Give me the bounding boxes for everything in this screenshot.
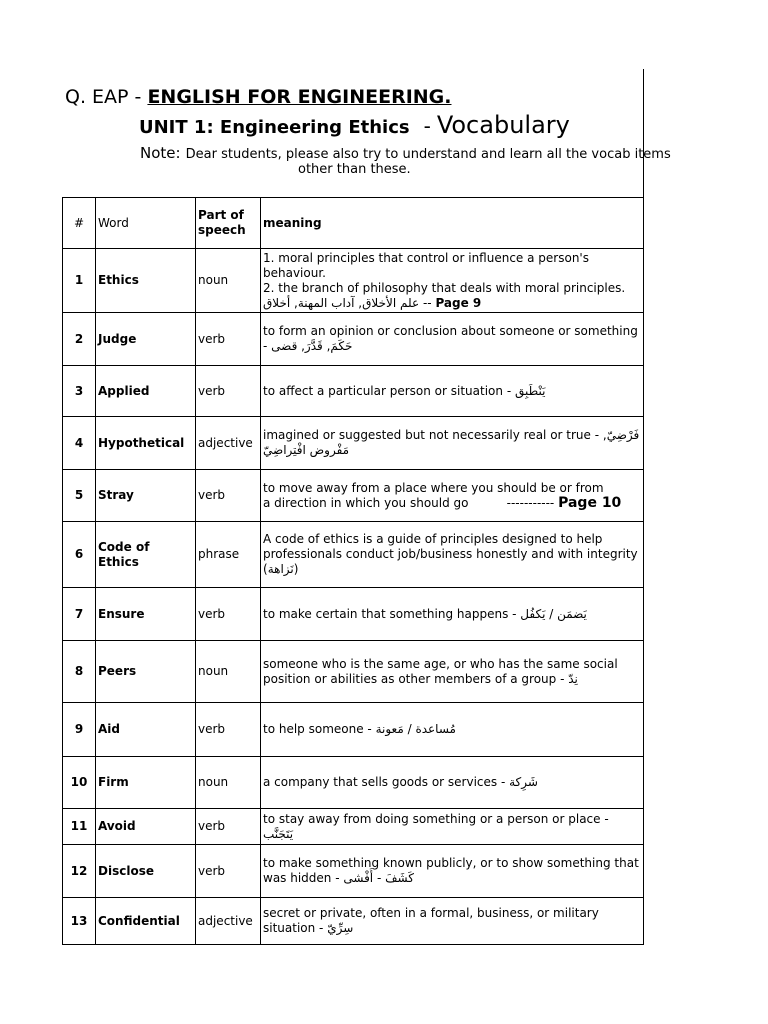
row-meaning: secret or private, often in a formal, business, or military situation - سِرِّيّ <box>261 898 644 945</box>
row-meaning: to make certain that something happens - يَضمَن / يَكفُل <box>261 588 644 641</box>
table-row <box>63 757 644 809</box>
row-number: 2 <box>63 313 96 366</box>
page-reference: Page 10 <box>558 494 622 511</box>
row-number: 6 <box>63 522 96 588</box>
row-part-of-speech: verb <box>196 470 261 522</box>
header-part-of-speech: Part of speech <box>196 198 261 249</box>
note-label: Note: <box>140 144 181 162</box>
header-number: # <box>63 198 96 249</box>
row-part-of-speech: verb <box>196 366 261 417</box>
row-word: Ethics <box>96 249 196 313</box>
row-word: Code of Ethics <box>96 522 196 588</box>
unit-heading <box>139 111 570 139</box>
header-meaning: meaning <box>261 198 644 249</box>
table-row <box>63 313 644 366</box>
header-word: Word <box>96 198 196 249</box>
note-text-line1: Dear students, please also try to understand and learn all the vocab items <box>185 147 671 162</box>
course-title <box>65 86 451 108</box>
row-number: 12 <box>63 845 96 898</box>
heading-dash: - <box>423 114 431 138</box>
row-number: 1 <box>63 249 96 313</box>
table-header-row <box>63 198 644 249</box>
row-word: Judge <box>96 313 196 366</box>
table-row <box>63 417 644 470</box>
table-row <box>63 809 644 845</box>
row-number: 8 <box>63 641 96 703</box>
table-row <box>63 898 644 945</box>
row-part-of-speech: verb <box>196 313 261 366</box>
row-meaning: a company that sells goods or services - شَرِكة <box>261 757 644 809</box>
row-meaning <box>261 249 644 313</box>
table-row <box>63 845 644 898</box>
row-word: Applied <box>96 366 196 417</box>
note-text-line2: other than these. <box>298 162 411 177</box>
row-number: 13 <box>63 898 96 945</box>
page-reference: Page 9 <box>435 295 482 310</box>
unit-title: UNIT 1: Engineering Ethics <box>139 117 410 138</box>
table-row <box>63 366 644 417</box>
row-part-of-speech: noun <box>196 249 261 313</box>
table-row <box>63 470 644 522</box>
row-number: 10 <box>63 757 96 809</box>
row-meaning: to help someone - مُساعدة / مَعونة <box>261 703 644 757</box>
row-meaning: to affect a particular person or situation - يَنْطَبِق <box>261 366 644 417</box>
row-meaning <box>261 470 644 522</box>
row-word: Aid <box>96 703 196 757</box>
row-part-of-speech: adjective <box>196 417 261 470</box>
row-meaning: to make something known publicly, or to show something that was hidden - كَشَفَ - أَفْشى <box>261 845 644 898</box>
meaning-line: to move away from a place where you should be or from <box>263 480 604 495</box>
row-word: Stray <box>96 470 196 522</box>
table-row <box>63 703 644 757</box>
row-part-of-speech: noun <box>196 757 261 809</box>
row-number: 11 <box>63 809 96 845</box>
row-meaning: to form an opinion or conclusion about someone or something - حَكَمَ, قَدَّرَ, قضى <box>261 313 644 366</box>
row-word: Ensure <box>96 588 196 641</box>
meaning-line: 2. the branch of philosophy that deals with moral principles. علم الأخلاق, آداب المهنة, أخلاق -- <box>263 280 626 310</box>
row-meaning: someone who is the same age, or who has the same social position or abilities as other members of a group - نِدّ <box>261 641 644 703</box>
vocabulary-table <box>62 197 644 945</box>
table-row <box>63 641 644 703</box>
note-block <box>140 143 671 177</box>
row-part-of-speech: verb <box>196 588 261 641</box>
row-meaning: imagined or suggested but not necessarily real or true - فَرْضِيّ, مَفْروض افْتِراضِيّ <box>261 417 644 470</box>
row-meaning: A code of ethics is a guide of principles designed to help professionals conduct job/business honestly and with integrity (نَزاهة) <box>261 522 644 588</box>
row-number: 3 <box>63 366 96 417</box>
row-part-of-speech: adjective <box>196 898 261 945</box>
table-row <box>63 522 644 588</box>
row-word: Confidential <box>96 898 196 945</box>
row-word: Peers <box>96 641 196 703</box>
row-word: Disclose <box>96 845 196 898</box>
meaning-line: 1. moral principles that control or influence a person's behaviour. <box>263 250 589 280</box>
row-word: Hypothetical <box>96 417 196 470</box>
row-part-of-speech: verb <box>196 845 261 898</box>
row-word: Firm <box>96 757 196 809</box>
row-part-of-speech: phrase <box>196 522 261 588</box>
table-row <box>63 588 644 641</box>
section-title: Vocabulary <box>436 111 570 139</box>
row-number: 9 <box>63 703 96 757</box>
row-part-of-speech: verb <box>196 809 261 845</box>
row-number: 5 <box>63 470 96 522</box>
course-name: ENGLISH FOR ENGINEERING. <box>147 86 452 108</box>
meaning-line: a direction in which you should go ----------- <box>263 495 555 510</box>
page-right-border <box>643 69 644 199</box>
row-part-of-speech: verb <box>196 703 261 757</box>
row-word: Avoid <box>96 809 196 845</box>
row-number: 4 <box>63 417 96 470</box>
row-meaning: to stay away from doing something or a person or place - يَتَجَنَّب <box>261 809 644 845</box>
course-prefix: Q. EAP - <box>65 86 148 108</box>
row-part-of-speech: noun <box>196 641 261 703</box>
table-row <box>63 249 644 313</box>
row-number: 7 <box>63 588 96 641</box>
